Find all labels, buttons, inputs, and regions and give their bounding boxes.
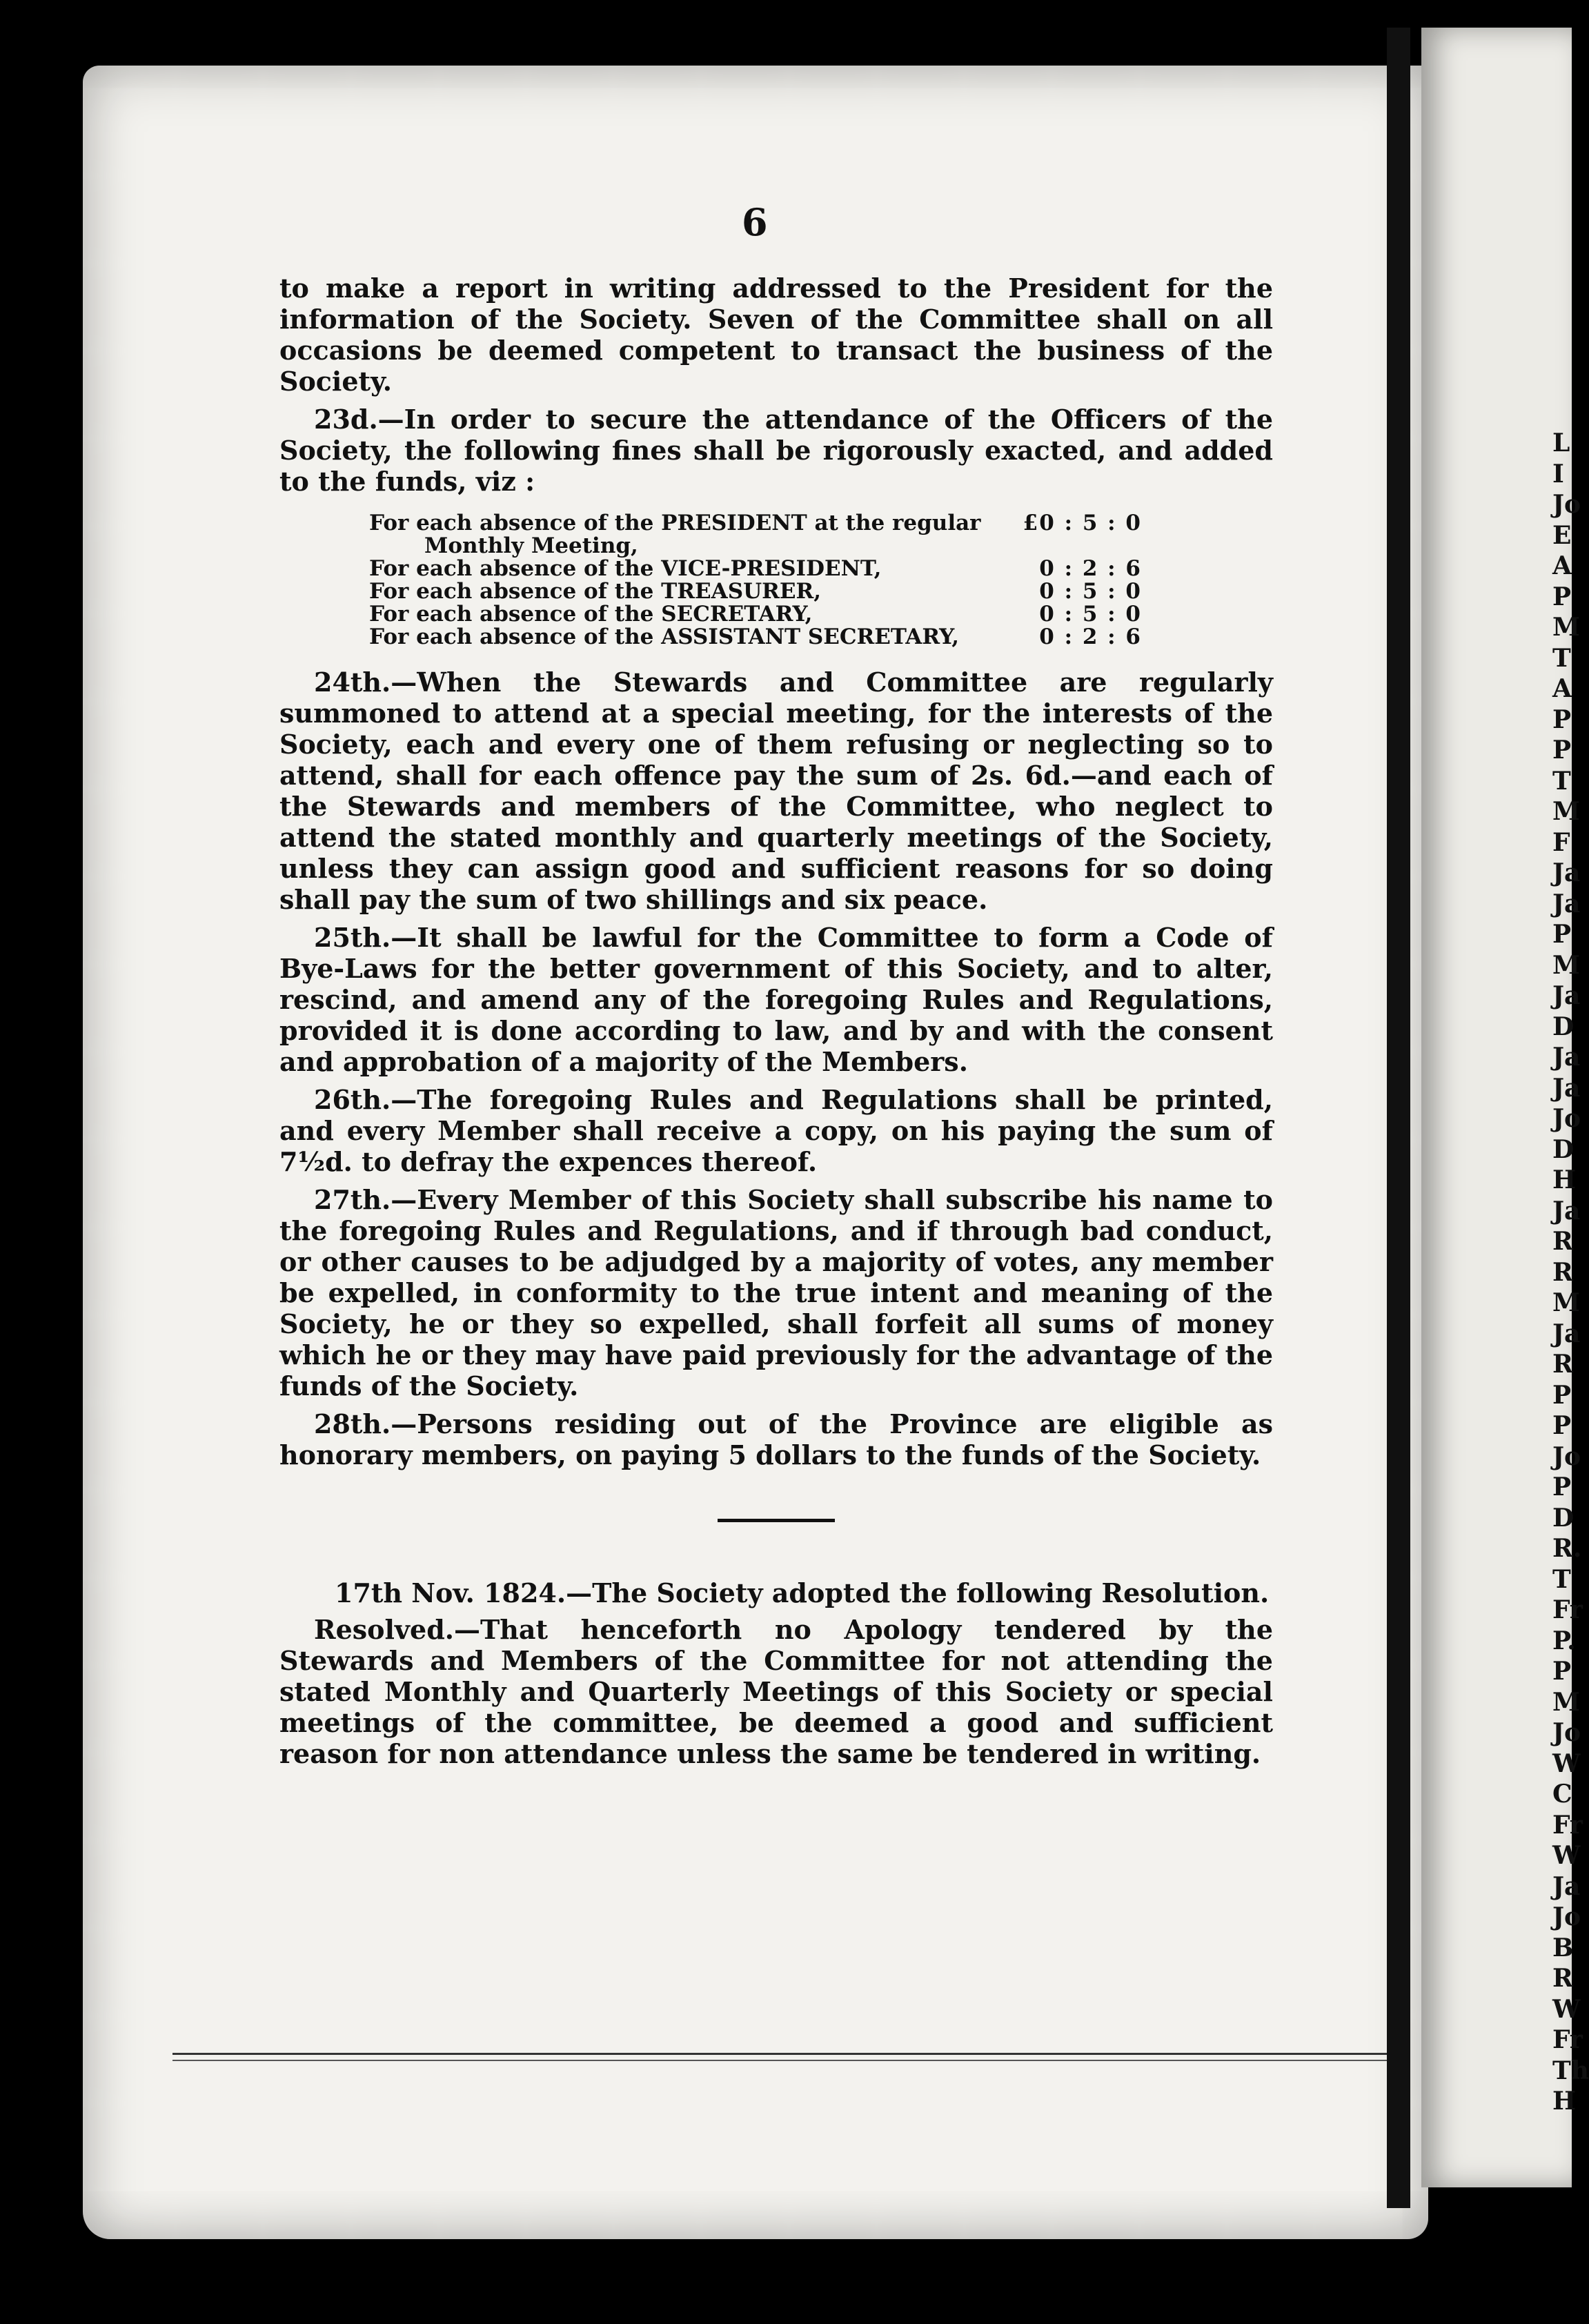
facing-page-letter: Ja bbox=[1552, 1043, 1581, 1072]
fine-amount: 0 : 2 : 6 bbox=[1039, 556, 1142, 581]
facing-page-letter: E bbox=[1552, 520, 1572, 550]
facing-page-letter: R bbox=[1552, 1350, 1573, 1379]
fine-description: For each absence of the PRESIDENT at the regular bbox=[369, 511, 981, 535]
fine-row bbox=[369, 558, 1142, 580]
facing-page-letter: Ja bbox=[1552, 1073, 1581, 1103]
resolution-heading: 17th Nov. 1824.—The Society adopted the following Resolution. bbox=[335, 1577, 1270, 1608]
fine-description: Monthly Meeting, bbox=[424, 533, 638, 558]
facing-page bbox=[1421, 28, 1572, 2187]
facing-page-letter: B bbox=[1552, 1933, 1574, 1962]
facing-page-letter: P bbox=[1552, 1411, 1572, 1440]
fine-row bbox=[369, 512, 1142, 535]
bottom-rule bbox=[172, 2060, 1387, 2061]
facing-page-letter: Ja bbox=[1552, 1871, 1581, 1901]
facing-page-letter: Jo bbox=[1552, 1441, 1581, 1471]
fine-row bbox=[369, 603, 1142, 626]
rule-24: 24th.—When the Stewards and Committee are regularly summoned to attend at a special meeting, for the interests of the Society, each and every one of them refusing or neglecting so to attend, shall for each offence pay the sum of 2s. 6d.—and each of the Stewards and members of the Committee, who neglect to attend the stated monthly and quarterly meetings of the Society, unless they can assign good and sufficient reasons for so doing shall pay the sum of two shillings and six peace. bbox=[279, 667, 1273, 915]
facing-page-letter: H bbox=[1552, 2087, 1577, 2116]
facing-page-letter: I bbox=[1552, 459, 1564, 489]
facing-page-letter: P bbox=[1552, 705, 1572, 734]
fine-amount: 0 : 2 : 6 bbox=[1039, 624, 1142, 649]
facing-page-letter: M bbox=[1552, 613, 1580, 642]
facing-page-letter: W bbox=[1552, 1749, 1581, 1778]
fine-amount: £0 : 5 : 0 bbox=[1023, 511, 1142, 535]
facing-page-letter: M bbox=[1552, 1288, 1580, 1317]
facing-page-letter: Ja bbox=[1552, 858, 1581, 887]
fine-row bbox=[369, 580, 1142, 603]
facing-page-letter: Jo bbox=[1552, 1104, 1581, 1133]
section-divider bbox=[718, 1519, 835, 1522]
facing-page-letter: L bbox=[1552, 429, 1570, 457]
facing-page-letter: W bbox=[1552, 1841, 1581, 1870]
fine-description: For each absence of the SECRETARY, bbox=[369, 602, 813, 627]
facing-page-letter: C bbox=[1552, 1780, 1572, 1809]
facing-page-letter: Fr bbox=[1552, 1810, 1583, 1840]
facing-page-letter: Jo bbox=[1552, 490, 1581, 519]
fine-row bbox=[369, 535, 1142, 558]
facing-page-letter: Ja bbox=[1552, 1196, 1581, 1225]
bottom-rule bbox=[172, 2053, 1387, 2055]
facing-page-letter: H bbox=[1552, 1165, 1577, 1194]
facing-page-letter: T bbox=[1552, 1564, 1571, 1594]
fine-description: For each absence of the VICE-PRESIDENT, bbox=[369, 556, 882, 581]
facing-page-letter: Fr bbox=[1552, 1595, 1583, 1624]
facing-page-letter: R bbox=[1552, 1964, 1573, 1993]
fine-description: For each absence of the TREASURER, bbox=[369, 579, 822, 604]
facing-page-letter: Jo bbox=[1552, 1902, 1581, 1931]
facing-page-letter: P. bbox=[1552, 1626, 1576, 1655]
book-gutter bbox=[1387, 28, 1410, 2208]
facing-page-letter: T bbox=[1552, 643, 1571, 673]
facing-page-letter: Jo bbox=[1552, 1718, 1581, 1747]
facing-page-names bbox=[1552, 428, 1589, 2117]
rule-26: 26th.—The foregoing Rules and Regulations shall be printed, and every Member shall receive a copy, on his paying the sum of 7½d. to defray the expences thereof. bbox=[279, 1084, 1273, 1177]
document-body bbox=[279, 273, 1273, 1776]
facing-page-letter: F bbox=[1552, 827, 1570, 857]
facing-page-letter: Ja bbox=[1552, 981, 1581, 1010]
facing-page-letter: R bbox=[1552, 1257, 1573, 1287]
fine-amount: 0 : 5 : 0 bbox=[1039, 602, 1142, 627]
facing-page-letter: T bbox=[1552, 766, 1571, 796]
facing-page-letter: Th bbox=[1552, 2056, 1589, 2085]
facing-page-letter: Ja bbox=[1552, 889, 1581, 918]
facing-page-letter: Ja bbox=[1552, 1319, 1581, 1348]
facing-page-letter: D bbox=[1552, 1012, 1575, 1041]
resolution-text: Resolved.—That henceforth no Apology tendered by the Stewards and Members of the Committee for not attending the stated Monthly and Quarterly Meetings of this Society or special meetings of the committee, be deemed a good and sufficient reason for non attendance unless the same be tendered in writing. bbox=[279, 1614, 1273, 1769]
fine-row bbox=[369, 626, 1142, 649]
fine-description: For each absence of the ASSISTANT SECRETARY, bbox=[369, 624, 960, 649]
facing-page-letter: A bbox=[1552, 674, 1572, 703]
facing-page-letter: D bbox=[1552, 1134, 1575, 1164]
facing-page-letter: Fr bbox=[1552, 2025, 1583, 2054]
facing-page-letter: M bbox=[1552, 950, 1580, 980]
facing-page-letter: M bbox=[1552, 797, 1580, 826]
facing-page-letter: P bbox=[1552, 1473, 1572, 1501]
facing-page-letter: P bbox=[1552, 920, 1572, 949]
fines-table bbox=[369, 512, 1142, 649]
facing-page-letter: W bbox=[1552, 1994, 1581, 2024]
facing-page-letter: P bbox=[1552, 1657, 1572, 1686]
rule-27: 27th.—Every Member of this Society shall subscribe his name to the foregoing Rules and Regulations, and if through bad conduct, or other causes to be adjudged by a majority of votes, any member be expelled, in conformity to the true intent and meaning of the Society, he or they so expelled, shall forfeit all sums of money which he or they may have paid previously for the advantage of the funds of the Society. bbox=[279, 1184, 1273, 1401]
rule-28: 28th.—Persons residing out of the Province are eligible as honorary members, on paying 5 dollars to the funds of the Society. bbox=[279, 1408, 1273, 1470]
rule-23: 23d.—In order to secure the attendance of the Officers of the Society, the following fines shall be rigorously exacted, and added to the funds, viz : bbox=[279, 404, 1273, 497]
facing-page-letter: R bbox=[1552, 1227, 1573, 1256]
fine-amount: 0 : 5 : 0 bbox=[1039, 579, 1142, 604]
facing-page-letter: P bbox=[1552, 1380, 1572, 1410]
rule-25: 25th.—It shall be lawful for the Committee to form a Code of Bye-Laws for the better government of this Society, and to alter, rescind, and amend any of the foregoing Rules and Regulations, provided it is done according to law, and by and with the consent and approbation of a majority of the Members. bbox=[279, 922, 1273, 1077]
facing-page-letter: P bbox=[1552, 582, 1572, 611]
facing-page-letter: D bbox=[1552, 1503, 1575, 1533]
paragraph-continuation: to make a report in writing addressed to the President for the information of the Society. Seven of the Committee shall on all occasions be deemed competent to transact the business of the Society. bbox=[279, 273, 1273, 397]
facing-page-letter: A bbox=[1552, 551, 1572, 580]
page-number: 6 bbox=[742, 200, 768, 244]
facing-page-letter: P bbox=[1552, 736, 1572, 765]
facing-page-letter: M bbox=[1552, 1687, 1580, 1717]
facing-page-letter: R. bbox=[1552, 1534, 1582, 1563]
